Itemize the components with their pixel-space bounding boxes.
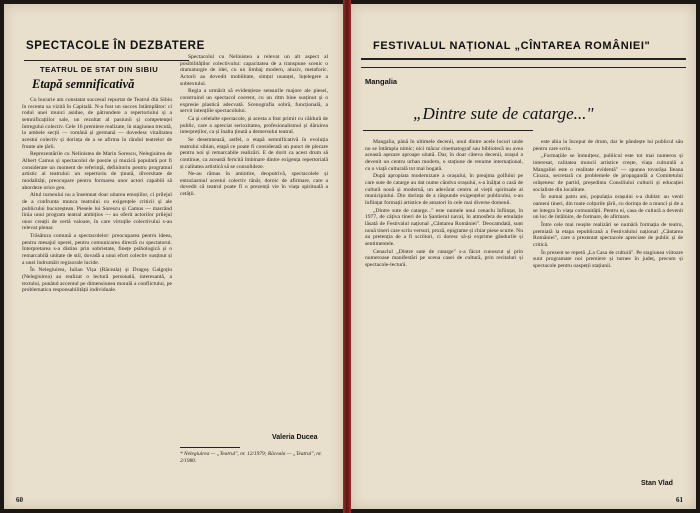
paragraph: Reprezentările cu Nelinistea de Marin Sorescu, Nelegiuirea de Albert Camus și spectacolul de poezie și muzică populară pot fi considerate un moment de referință, definitoriu pentru programul artistic al teatrului: un repertoriu de ținută, diversitate de modalități, preocupare pentru formarea unor actori capabili să abordeze orice gen. xyxy=(22,151,172,191)
paragraph: Ca și celelalte spectacole, și acesta a fost primit cu căldură de public, care a apreciat seriozitatea, profesionalismul și dăruirea interpreților, ca și înalta ținută a demersului teatral. xyxy=(180,115,328,136)
right-column-2 xyxy=(533,139,683,479)
paragraph: În Nelegiuirea, Iulian Vișa (Răceala) și Dragoș Galgoțiu (Nelegiuirea) au realizat o lectură personală, interesantă, a textului, punând accentul pe dimensiunea morală a conflictului, pe problematica responsabilității individuale. xyxy=(22,267,172,294)
paragraph: Altul turneului nu a însemnat doar uitarea emoțiilor, ci prilejul de a confrunta munca teatrului cu exigențele criticii și ale publicului bucureștean. Piesele lui Sorescu și Camus — marcând linia unui program teatral ambițios — au oferit actorilor prilejul unor creații de certă valoare, în care virtuțile colectivului s-au relevat plenar. xyxy=(22,192,172,232)
paragraph: În prezent se repetă „La Casa de cultură". Pe stagiunea viitoare sunt programate noi premiere și turnee în județ, precum și spectacole pentru oaspeții stațiunii. xyxy=(533,249,683,269)
left-column-2 xyxy=(180,54,328,426)
paragraph: Spectacolul cu Nelinistea a relevat un alt aspect al posibilităților colectivului: capacitatea de a transpune scenic o dramaturgie de idei, cu un limbaj modern, aluziv, metaforic. Actorii au dovedit mobilitate, simțul nuanței, înțelegere a subtextului. xyxy=(180,54,328,87)
left-page xyxy=(4,4,343,509)
paragraph: Se desemnează, astfel, o etapă semnificativă în evoluția teatrului sibian, etapă ce poate fi considerată un punct de plecare pentru noi și remarcabile realizări. E de dorit ca acest drum să continue, ca această fericită îmbinare dintre exigența repertorială și calitatea artistică să se consolideze. xyxy=(180,136,328,170)
paragraph: Mangalia, până în ultimele decenii, unul dintre acele locuri unde nu se întâmpla nimic; nici măcar cinematograf sau bibliotecă nu avea această așezare aproape uitată. Dar, în doar câteva decenii, orașul a devenit un centru urban modern, o stațiune de renume internațional, cu o viață culturală tot mai bogată. xyxy=(365,139,523,172)
paragraph: Între cele mai reușite realizări se numără formația de teatru, premiată la etapa republicană a Festivalului național „Cântarea României", care a prezentat spectacole apreciate de public și de critică. xyxy=(533,221,683,248)
right-column-1 xyxy=(365,139,523,499)
header-rule xyxy=(361,58,686,60)
theatre-subhead: TEATRUL DE STAT DIN SIBIU xyxy=(40,65,159,74)
paragraph: Cenaclul „Dintre sute de catarge" s-a făcut cunoscut și prin numeroase manifestări pe scena casei de cultură, prin recitaluri și spectacole-lectură. xyxy=(365,248,523,268)
title-rule xyxy=(363,130,533,131)
article-title: Etapă semnificativă xyxy=(32,77,135,91)
paragraph: După apropiata modernizare a orașului, în preajma golfului pe care sute de catarge au dat nume cândva orașului, s-a înălțat o casă de cultură nouă și modernă, un adevărat centru al vieții spirituale al municipiului. Din dorința de a răspunde exigențelor publicului, s-au înființat formații artistice de amatori în cele mai diverse domenii. xyxy=(365,173,523,206)
paragraph: Regia a urmărit să evidențieze sensurile majore ale piesei, construind un spectacol coerent, cu un ritm bine susținut și o expresie plastică adecvată. Scenografia sobră, funcțională, a servit intențiile spectacolului. xyxy=(180,88,328,115)
paragraph: „Dintre sute de catarge..." este numele unui cenaclu înființat, în 1977, de câțiva tineri de la Șantierul naval, în atmosfera de emulație lăsată de Festivalul național „Cântarea României". Deocamdată, sunt nouă tineri care scriu versuri, proză, epigrame și chiar piese scurte. Nu au pretenția de a fi scriitori, ci doresc să-și exprime gândurile și sentimentele. xyxy=(365,207,523,247)
author-signature: Stan Vlad xyxy=(641,480,673,487)
book-gutter xyxy=(343,0,351,513)
location-label: Mangalia xyxy=(365,77,398,86)
festival-header: FESTIVALUL NAȚIONAL „CÎNTAREA ROMÂNIEI" xyxy=(373,40,651,52)
paragraph: Trăsătura comună a spectacolelor: preocuparea pentru ideea, pentru mesajul operei, pentru comunicarea directă cu spectatorul. Interpretarea s-a distins prin sobrietate, finețe psihologică și o remarcabilă unitate de stil, dovadă a unui efort colectiv susținut și a unei îndrumări regizorale lucide. xyxy=(22,233,172,266)
footnote-rule xyxy=(180,447,240,448)
footnote: * Nelegiuirea — „Teatrul", nr. 12/1979; Răceala — „Teatrul", nr. 2/1980. xyxy=(180,451,322,464)
right-page xyxy=(351,4,696,509)
header-rule-2 xyxy=(361,67,686,68)
paragraph: „Formațiile se înmulțesc, publicul este tot mai numeros și interesat, calitatea muncii artistice crește, viața culturală a Mangaliei este o realitate evidentă" — spunea tovarășa Ileana Cioaca, secretară cu problemele de propagandă a Comitetului orășenesc de partid, președinta Consiliului culturii și educației socialiste din localitate. xyxy=(533,153,683,193)
paragraph: Ne-au rămas în amintire, deopotrivă, spectacolele și entuziasmul acestui colectiv tânăr, dornic de afirmare, care a dovedit că teatrul poate fi o prezență vie în viața spirituală a cetății. xyxy=(180,171,328,198)
section-header: SPECTACOLE ÎN DEZBATERE xyxy=(26,40,205,52)
page-number: 61 xyxy=(676,496,683,504)
article-title: „Dintre sute de catarge..." xyxy=(413,104,594,123)
left-column-1 xyxy=(22,97,172,495)
author-signature: Valeria Ducea xyxy=(272,434,318,441)
paragraph: În numai patru ani, populația orașului s-a dublat: au venit oameni tineri, din toate colțurile țării, cu dorința de a munci și de a se integra în viața comunității. Pentru ei, casa de cultură a devenit un loc de întâlnire, de formare, de afirmare. xyxy=(533,194,683,221)
paragraph: Cu bucurie am constatat succesul repurtat de Teatrul din Sibiu în recenta sa vizită în Capitală. N-a fost un succes întâmplător: ci rodul unei munci asidue, de pătrundere a repertoriului și a semnificațiilor sale, un rezultat al pasiunii și competenței întregului colectiv. Cele 16 premiere realizate, în stagiunea trecută, la ambele secții — română și germană — dovedesc vitalitatea acestui colectiv și dorința de a se afirma în rândul teatrelor de frunte ale țării. xyxy=(22,97,172,150)
page-number: 60 xyxy=(16,496,23,504)
paragraph: este abia la început de drum, dar le pândește lui publicul său pentru care scriu. xyxy=(533,139,683,152)
header-rule xyxy=(24,60,189,61)
